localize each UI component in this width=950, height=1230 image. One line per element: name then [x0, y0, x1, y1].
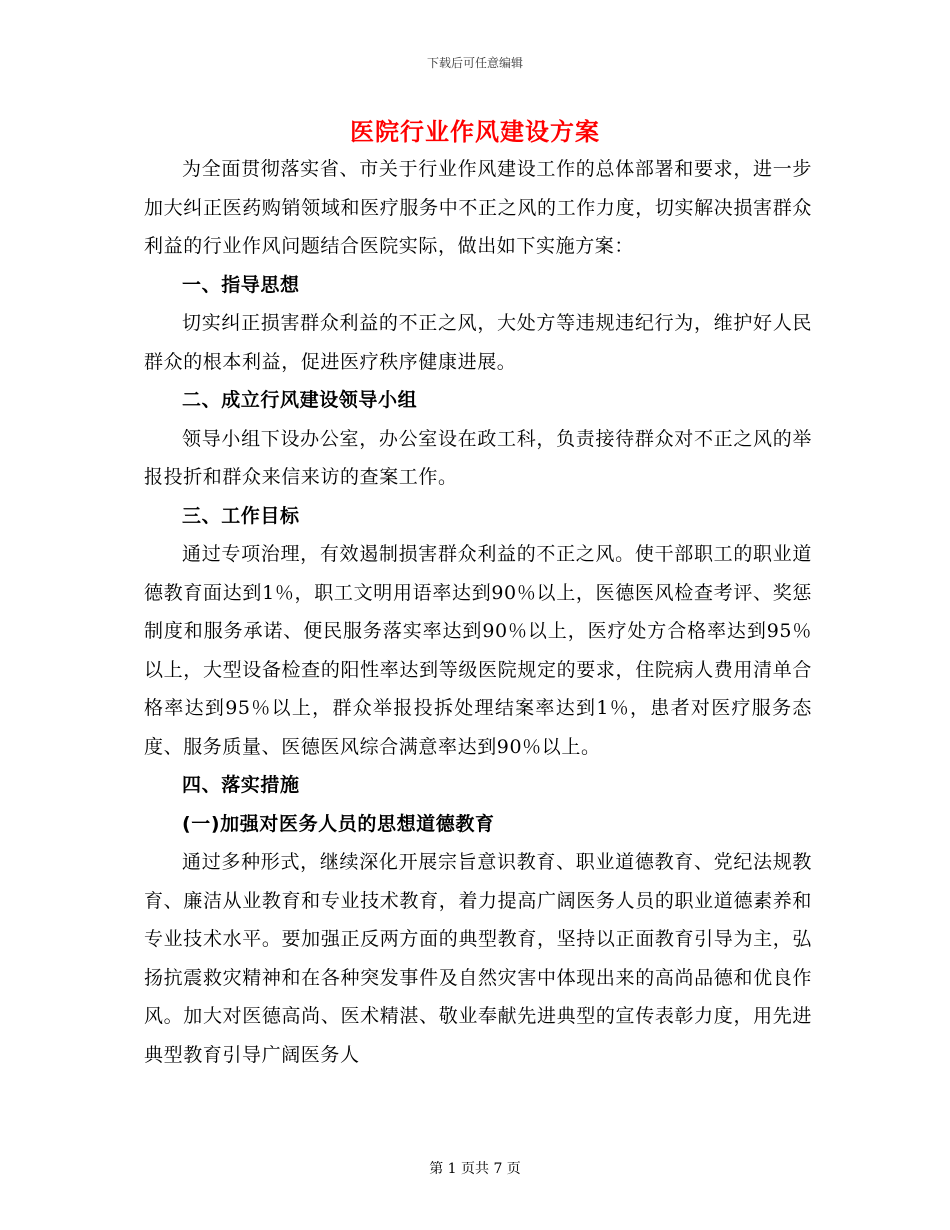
section-heading-leadership-group: 二、成立行风建设领导小组: [182, 389, 418, 411]
section-heading-work-goals: 三、工作目标: [182, 504, 300, 527]
section-heading-measures: 四、落实措施: [182, 774, 300, 796]
page-footer: 第 1 页共 7 页: [429, 1161, 521, 1177]
document-title: 医院行业作风建设方案: [350, 117, 600, 146]
section-text-leadership-group: 领导小组下设办公室，办公室设在政工科，负责接待群众对不正之风的举报投折和群众来信来访的查案工作。: [144, 427, 812, 488]
section-text-guiding-ideology: 切实纠正损害群众利益的不正之风，大处方等违规违纪行为，维护好人民群众的根本利益，促进医疗秩序健康进展。: [144, 312, 812, 373]
intro-paragraph: 为全面贯彻落实省、市关于行业作风建设工作的总体部署和要求，进一步加大纠正医药购销领域和医疗服务中不正之风的工作力度，切实解决损害群众利益的行业作风问题结合医院实际，做出如下实施方案：: [144, 158, 812, 257]
section-text-moral-education: 通过多种形式，继续深化开展宗旨意识教育、职业道德教育、党纪法规教育、廉洁从业教育和专业技术教育，着力提高广阔医务人员的职业道德素养和专业技术水平。要加强正反两方面的典型教育，坚持以正面教育引导为主，弘扬抗震救灾精神和在各种突发事件及自然灾害中体现出来的高尚品德和优良作风。加大对医德高尚、医术精湛、敬业奉献先进典型的宣传表彰力度，用先进典型教育引导广阔医务人: [144, 851, 812, 1066]
section-text-work-goals: 通过专项治理，有效遏制损害群众利益的不正之风。使干部职工的职业道德教育面达到1％，职工文明用语率达到90％以上，医德医风检查考评、奖惩制度和服务承诺、便民服务落实率达到90％以上，医疗处方合格率达到95％以上，大型设备检查的阳性率达到等级医院规定的要求，住院病人费用清单合格率达到95％以上，群众举报投拆处理结案率达到1％，患者对医疗服务态度、服务质量、医德医风综合满意率达到90％以上。: [144, 543, 812, 758]
subsection-heading-moral-education: (一)加强对医务人员的思想道德教育: [182, 812, 495, 835]
section-heading-guiding-ideology: 一、指导思想: [182, 273, 300, 296]
header-note: 下载后可任意编辑: [426, 56, 523, 70]
document-body: [144, 150, 812, 1074]
